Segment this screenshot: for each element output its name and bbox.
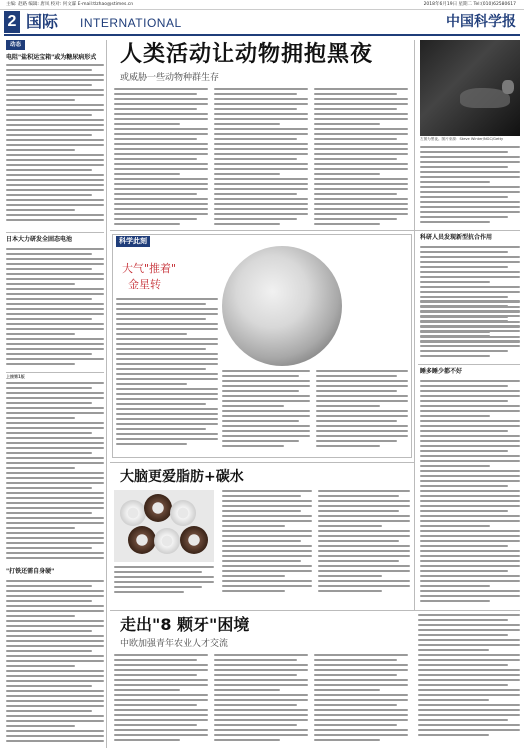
page-number-badge: 2 xyxy=(4,11,20,33)
donut-photo xyxy=(114,490,214,562)
donut-white-2 xyxy=(170,500,196,526)
left-divider-1 xyxy=(6,232,104,233)
left-item1-body xyxy=(6,64,104,228)
column-divider-left xyxy=(106,40,107,748)
left-divider-2 xyxy=(6,372,104,373)
right-item2-body xyxy=(420,380,520,608)
mid-body-col1 xyxy=(114,566,214,600)
main-headline: 人类活动让动物拥抱黑夜 xyxy=(120,42,374,67)
left-item4-body xyxy=(6,580,104,746)
bottom-headline: 走出"8 颗牙"困境 xyxy=(120,615,250,634)
right-item2-title: 睡多睡少都不好 xyxy=(420,368,463,375)
science-body-col3 xyxy=(316,370,408,452)
main-subhead: 或威胁一些动物种群生存 xyxy=(120,73,220,83)
bottom-body-col4 xyxy=(418,614,520,748)
right-item1-title: 科研人员发现新型抗合作用 xyxy=(420,234,493,241)
donut-white-3 xyxy=(154,528,180,554)
venus-image xyxy=(222,246,342,366)
science-body-col2 xyxy=(222,370,310,452)
night-animal-photo xyxy=(420,40,520,136)
bottom-body-col1 xyxy=(114,654,208,748)
newspaper-masthead: 中国科学报 xyxy=(446,14,516,30)
bottom-body-col2 xyxy=(214,654,308,748)
science-title-line2: 金星转 xyxy=(128,278,161,291)
editor-info: 主编: 赵路 编辑: 唐凤 校对: 何文霖 E-mail:tlzhao@stimes.cn xyxy=(6,2,134,7)
column-divider-right xyxy=(414,40,415,610)
main-photo-caption: 左图为黑夜。图片来源：Steve Winter/NGC/Getty xyxy=(420,137,504,141)
date-phone-info: 2018年6月19日 星期二 Tel:(010)62580617 xyxy=(423,2,516,7)
left-item3-header: 上接第1版 xyxy=(6,374,25,379)
main-body-col3 xyxy=(314,88,408,228)
mid-story-divider xyxy=(110,462,414,463)
header-rule xyxy=(4,34,520,36)
science-title-line1: 大气"推着" xyxy=(122,262,177,275)
left-column-header: 动态 xyxy=(6,40,25,50)
main-body-col2 xyxy=(214,88,308,228)
right-mid-divider xyxy=(418,364,520,365)
left-item2-body xyxy=(6,248,104,368)
section-title-en: INTERNATIONAL xyxy=(80,16,182,30)
left-item1-title: 电阻"盐积运宝箱"或为糖尿病形式 xyxy=(6,54,97,61)
donut-white-1 xyxy=(120,500,146,526)
right-top-divider xyxy=(418,230,520,231)
donut-brown-2 xyxy=(128,526,156,554)
top-info-strip xyxy=(0,0,524,10)
bottom-body-col3 xyxy=(314,654,408,748)
left-item2-title: 日本大力研发全固态电池 xyxy=(6,236,73,243)
bottom-subhead: 中欧加强青年农业人才交流 xyxy=(120,639,229,649)
bottom-story-divider xyxy=(110,610,520,611)
donut-brown-3 xyxy=(180,526,208,554)
mid-body-col2 xyxy=(222,490,312,602)
donut-brown-1 xyxy=(144,494,172,522)
science-box-label: 科学此刻 xyxy=(116,236,150,247)
section-title-cn: 国际 xyxy=(26,12,59,31)
left-item3-body xyxy=(6,382,104,566)
mid-headline: 大脑更爱脂肪+碳水 xyxy=(120,469,244,485)
main-body-col4 xyxy=(420,146,520,226)
mid-body-col3 xyxy=(318,490,410,602)
science-body-col1 xyxy=(116,298,218,452)
right-item1-body-cont xyxy=(420,300,520,362)
main-body-col1 xyxy=(114,88,208,228)
left-item4-title: "打铁还需自身硬" xyxy=(6,568,55,575)
